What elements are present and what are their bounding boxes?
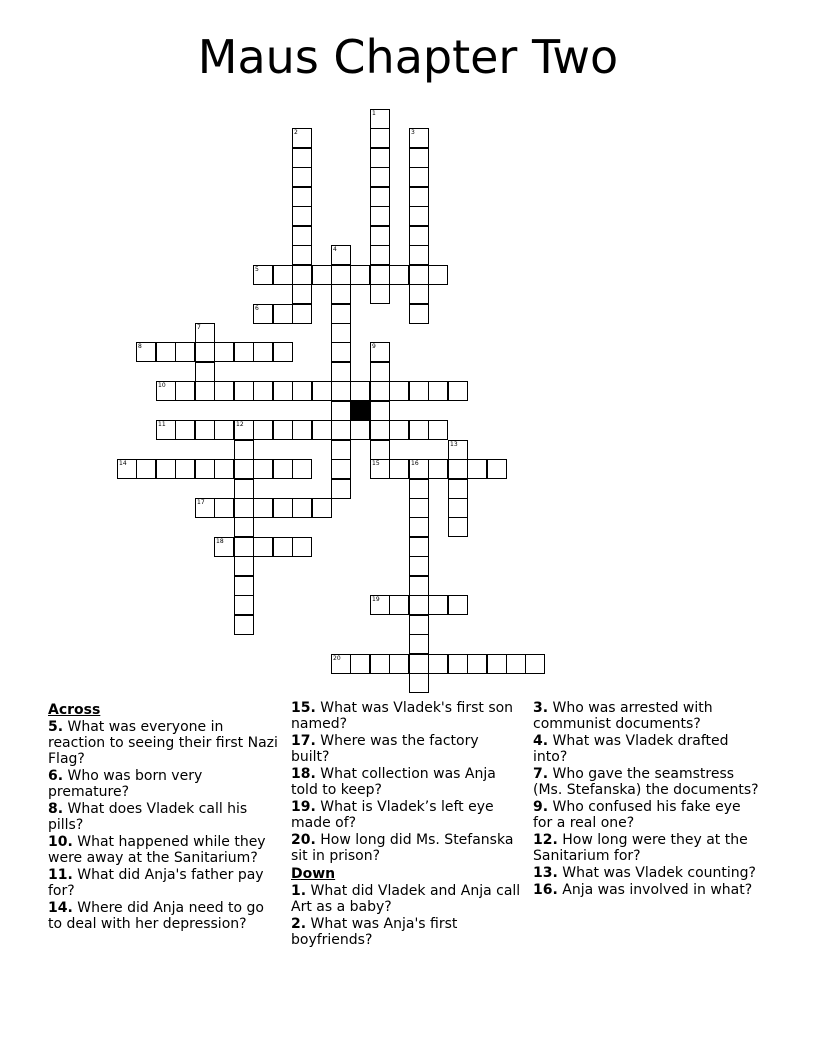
clue-number: 1	[372, 110, 376, 117]
grid-cell[interactable]	[292, 284, 312, 304]
grid-cell[interactable]	[156, 420, 176, 440]
grid-cell[interactable]	[428, 420, 448, 440]
grid-cell[interactable]	[428, 595, 448, 615]
grid-cell[interactable]	[292, 226, 312, 246]
grid-cell[interactable]	[409, 206, 429, 226]
grid-cell[interactable]	[409, 128, 429, 148]
grid-cell[interactable]	[370, 226, 390, 246]
grid-cell[interactable]	[331, 401, 351, 421]
down-clue: 3. Who was arrested with communist documents?	[533, 700, 713, 732]
grid-cell[interactable]	[175, 381, 195, 401]
down-clue: 13. What was Vladek counting?	[533, 865, 756, 881]
grid-cell[interactable]	[331, 420, 351, 440]
grid-cell[interactable]	[253, 342, 273, 362]
across-clue: 17. Where was the factory built?	[291, 733, 479, 765]
grid-cell[interactable]	[117, 459, 137, 479]
grid-cell[interactable]	[292, 206, 312, 226]
clue-number: 2	[294, 129, 298, 136]
grid-cell[interactable]	[312, 265, 332, 285]
grid-cell[interactable]	[370, 595, 390, 615]
clue-number: 15	[372, 460, 380, 467]
grid-cell[interactable]	[273, 304, 293, 324]
grid-cell[interactable]	[428, 459, 448, 479]
grid-cell[interactable]	[292, 167, 312, 187]
grid-cell[interactable]	[389, 381, 409, 401]
clue-number: 20	[333, 655, 341, 662]
grid-cell[interactable]	[292, 128, 312, 148]
down-clue: 1. What did Vladek and Anja call Art as a baby?	[291, 883, 521, 915]
grid-cell[interactable]	[253, 537, 273, 557]
grid-cell[interactable]	[234, 479, 254, 499]
grid-cell[interactable]	[448, 381, 468, 401]
grid-cell[interactable]	[389, 265, 409, 285]
grid-cell[interactable]	[409, 556, 429, 576]
grid-cell[interactable]	[409, 654, 429, 674]
grid-cell[interactable]	[409, 615, 429, 635]
clue-number: 8	[138, 343, 142, 350]
grid-cell[interactable]	[331, 440, 351, 460]
grid-cell[interactable]	[234, 576, 254, 596]
grid-cell[interactable]	[214, 537, 234, 557]
grid-cell[interactable]	[409, 167, 429, 187]
grid-cell[interactable]	[331, 362, 351, 382]
grid-cell[interactable]	[331, 265, 351, 285]
grid-cell[interactable]	[292, 420, 312, 440]
grid-cell[interactable]	[409, 517, 429, 537]
grid-cell[interactable]	[409, 459, 429, 479]
grid-cell[interactable]	[273, 498, 293, 518]
grid-cell[interactable]	[195, 459, 215, 479]
grid-cell[interactable]	[428, 654, 448, 674]
grid-cell[interactable]	[370, 206, 390, 226]
down-clue: 2. What was Anja's first boyfriends?	[291, 916, 458, 948]
grid-cell[interactable]	[273, 265, 293, 285]
grid-cell[interactable]	[214, 498, 234, 518]
across-clue: 5. What was everyone in reaction to seeing their first Nazi Flag?	[48, 719, 278, 767]
grid-cell[interactable]	[448, 595, 468, 615]
grid-cell[interactable]	[273, 420, 293, 440]
down-clue: 12. How long were they at the Sanitarium for?	[533, 832, 748, 864]
grid-cell[interactable]	[370, 401, 390, 421]
grid-cell[interactable]	[331, 479, 351, 499]
grid-cell[interactable]	[448, 440, 468, 460]
grid-cell[interactable]	[448, 479, 468, 499]
across-clue: 10. What happened while they were away at the Sanitarium?	[48, 834, 266, 866]
grid-block	[350, 401, 370, 421]
grid-cell[interactable]	[448, 498, 468, 518]
grid-cell[interactable]	[428, 381, 448, 401]
grid-cell[interactable]	[253, 265, 273, 285]
grid-cell[interactable]	[195, 362, 215, 382]
grid-cell[interactable]	[409, 673, 429, 693]
grid-cell[interactable]	[370, 654, 390, 674]
clue-column-1	[48, 700, 278, 933]
clue-number: 19	[372, 596, 380, 603]
grid-cell[interactable]	[448, 459, 468, 479]
grid-cell[interactable]	[331, 381, 351, 401]
grid-cell[interactable]	[370, 265, 390, 285]
grid-cell[interactable]	[331, 654, 351, 674]
page-title: Maus Chapter Two	[197, 30, 619, 84]
grid-cell[interactable]	[370, 381, 390, 401]
grid-cell[interactable]	[409, 498, 429, 518]
clue-number: 11	[158, 421, 166, 428]
clue-number: 4	[333, 246, 337, 253]
grid-cell[interactable]	[331, 342, 351, 362]
down-clue: 16. Anja was involved in what?	[533, 882, 753, 898]
grid-cell[interactable]	[195, 498, 215, 518]
grid-cell[interactable]	[331, 245, 351, 265]
grid-cell[interactable]	[409, 226, 429, 246]
grid-cell[interactable]	[370, 187, 390, 207]
across-clue: 8. What does Vladek call his pills?	[48, 801, 248, 833]
grid-cell[interactable]	[156, 381, 176, 401]
clue-number: 7	[197, 324, 201, 331]
grid-cell[interactable]	[312, 381, 332, 401]
grid-cell[interactable]	[292, 265, 312, 285]
grid-cell[interactable]	[292, 304, 312, 324]
grid-cell[interactable]	[292, 498, 312, 518]
down-clue: 7. Who gave the seamstress (Ms. Stefanska) the documents?	[533, 766, 759, 798]
grid-cell[interactable]	[253, 459, 273, 479]
grid-cell[interactable]	[331, 323, 351, 343]
grid-cell[interactable]	[370, 440, 390, 460]
grid-cell[interactable]	[214, 459, 234, 479]
clue-number: 5	[255, 266, 259, 273]
down-heading: Down	[291, 866, 336, 882]
grid-cell[interactable]	[448, 517, 468, 537]
grid-cell[interactable]	[195, 381, 215, 401]
grid-cell[interactable]	[448, 654, 468, 674]
grid-cell[interactable]	[389, 595, 409, 615]
grid-cell[interactable]	[136, 342, 156, 362]
grid-cell[interactable]	[370, 420, 390, 440]
grid-cell[interactable]	[253, 381, 273, 401]
clue-number: 6	[255, 305, 259, 312]
grid-cell[interactable]	[370, 109, 390, 129]
down-clue: 4. What was Vladek drafted into?	[533, 733, 729, 765]
grid-cell[interactable]	[409, 304, 429, 324]
down-clue: 9. Who confused his fake eye for a real one?	[533, 799, 741, 831]
across-clue: 14. Where did Anja need to go to deal with her depression?	[48, 900, 264, 932]
clue-number: 16	[411, 460, 419, 467]
grid-cell[interactable]	[234, 420, 254, 440]
grid-cell[interactable]	[370, 459, 390, 479]
grid-cell[interactable]	[467, 654, 487, 674]
grid-cell[interactable]	[525, 654, 545, 674]
grid-cell[interactable]	[234, 440, 254, 460]
grid-cell[interactable]	[312, 498, 332, 518]
grid-cell[interactable]	[409, 245, 429, 265]
grid-cell[interactable]	[292, 381, 312, 401]
grid-cell[interactable]	[292, 537, 312, 557]
grid-cell[interactable]	[409, 284, 429, 304]
across-clue: 11. What did Anja's father pay for?	[48, 867, 264, 899]
clue-number: 3	[411, 129, 415, 136]
grid-cell[interactable]	[312, 420, 332, 440]
clue-number: 17	[197, 499, 205, 506]
grid-cell[interactable]	[409, 381, 429, 401]
clue-column-2	[291, 700, 521, 949]
grid-cell[interactable]	[195, 420, 215, 440]
grid-cell[interactable]	[409, 537, 429, 557]
grid-cell[interactable]	[370, 167, 390, 187]
grid-cell[interactable]	[234, 342, 254, 362]
grid-cell[interactable]	[234, 615, 254, 635]
grid-cell[interactable]	[331, 284, 351, 304]
grid-cell[interactable]	[350, 654, 370, 674]
grid-cell[interactable]	[175, 420, 195, 440]
grid-cell[interactable]	[409, 187, 429, 207]
grid-cell[interactable]	[467, 459, 487, 479]
grid-cell[interactable]	[195, 323, 215, 343]
grid-cell[interactable]	[214, 420, 234, 440]
grid-cell[interactable]	[234, 459, 254, 479]
grid-cell[interactable]	[428, 265, 448, 285]
grid-cell[interactable]	[350, 265, 370, 285]
grid-cell[interactable]	[331, 304, 351, 324]
grid-cell[interactable]	[409, 148, 429, 168]
grid-cell[interactable]	[292, 459, 312, 479]
grid-cell[interactable]	[350, 381, 370, 401]
grid-cell[interactable]	[506, 654, 526, 674]
grid-cell[interactable]	[409, 265, 429, 285]
grid-cell[interactable]	[370, 284, 390, 304]
grid-cell[interactable]	[350, 420, 370, 440]
grid-cell[interactable]	[136, 459, 156, 479]
grid-cell[interactable]	[409, 576, 429, 596]
clue-number: 13	[450, 441, 458, 448]
grid-cell[interactable]	[370, 128, 390, 148]
grid-cell[interactable]	[234, 595, 254, 615]
clue-number: 10	[158, 382, 166, 389]
grid-cell[interactable]	[175, 459, 195, 479]
grid-cell[interactable]	[214, 381, 234, 401]
grid-cell[interactable]	[487, 654, 507, 674]
grid-cell[interactable]	[234, 537, 254, 557]
grid-cell[interactable]	[253, 304, 273, 324]
grid-cell[interactable]	[234, 517, 254, 537]
grid-cell[interactable]	[389, 654, 409, 674]
grid-cell[interactable]	[292, 148, 312, 168]
grid-cell[interactable]	[409, 479, 429, 499]
grid-cell[interactable]	[175, 342, 195, 362]
grid-cell[interactable]	[234, 498, 254, 518]
grid-cell[interactable]	[273, 342, 293, 362]
clue-column-3	[533, 700, 763, 899]
across-clue: 6. Who was born very premature?	[48, 768, 203, 800]
grid-cell[interactable]	[370, 342, 390, 362]
grid-cell[interactable]	[292, 245, 312, 265]
grid-cell[interactable]	[370, 362, 390, 382]
grid-cell[interactable]	[273, 381, 293, 401]
clue-number: 9	[372, 343, 376, 350]
clue-number: 18	[216, 538, 224, 545]
across-clue: 20. How long did Ms. Stefanska sit in prison?	[291, 832, 514, 864]
grid-cell[interactable]	[389, 420, 409, 440]
across-heading: Across	[48, 702, 101, 718]
grid-cell[interactable]	[195, 342, 215, 362]
grid-cell[interactable]	[273, 459, 293, 479]
clue-number: 14	[119, 460, 127, 467]
grid-cell[interactable]	[273, 537, 293, 557]
grid-cell[interactable]	[253, 498, 273, 518]
grid-cell[interactable]	[389, 459, 409, 479]
grid-cell[interactable]	[331, 459, 351, 479]
grid-cell[interactable]	[156, 459, 176, 479]
grid-cell[interactable]	[156, 342, 176, 362]
grid-cell[interactable]	[370, 148, 390, 168]
grid-cell[interactable]	[234, 381, 254, 401]
grid-cell[interactable]	[409, 420, 429, 440]
grid-cell[interactable]	[234, 556, 254, 576]
clue-number: 12	[236, 421, 244, 428]
grid-cell[interactable]	[253, 420, 273, 440]
grid-cell[interactable]	[409, 595, 429, 615]
grid-cell[interactable]	[214, 342, 234, 362]
across-clue: 19. What is Vladek’s left eye made of?	[291, 799, 494, 831]
grid-cell[interactable]	[409, 634, 429, 654]
grid-cell[interactable]	[487, 459, 507, 479]
across-clue: 15. What was Vladek's first son named?	[291, 700, 514, 732]
grid-cell[interactable]	[292, 187, 312, 207]
grid-cell[interactable]	[370, 245, 390, 265]
across-clue: 18. What collection was Anja told to keep?	[291, 766, 496, 798]
